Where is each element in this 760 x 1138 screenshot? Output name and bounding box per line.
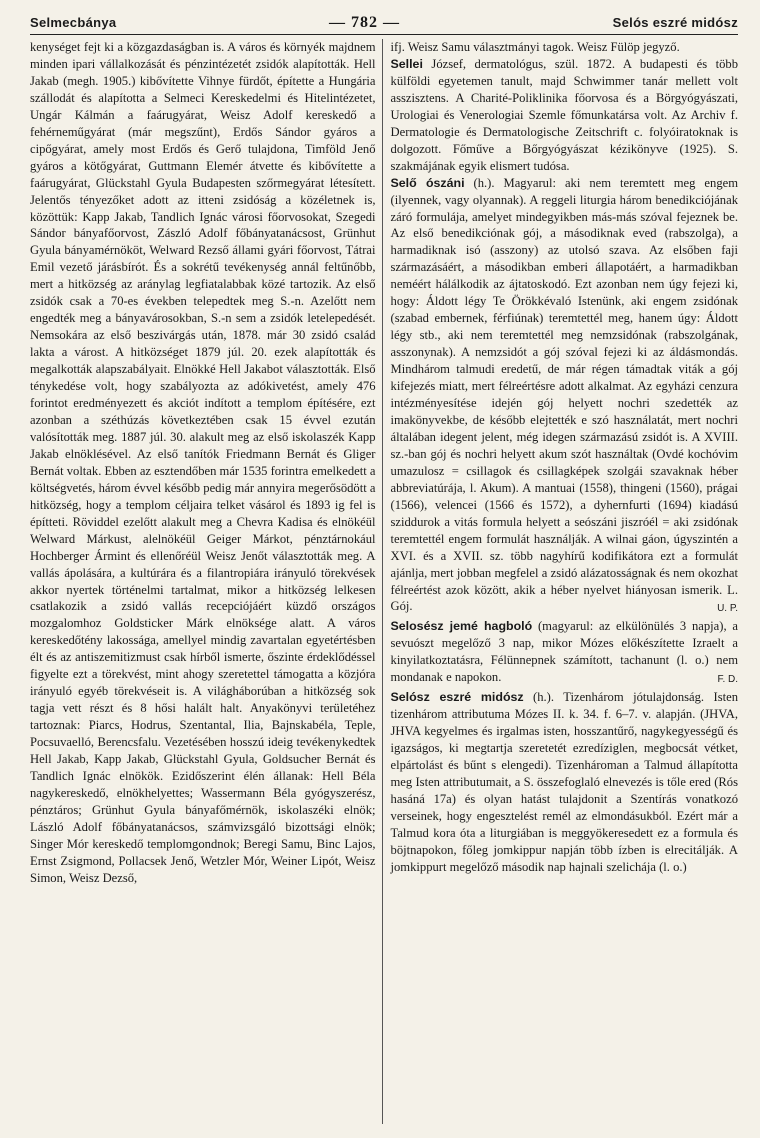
entry-headword: Sellei: [390, 56, 423, 71]
entry-selosz-eszre-midosz: [391, 689, 738, 875]
entry-body: József, dermatológus, szül. 1872. A budapesti és több külföldi egyetemen tanult, majd Schwimmer tanár mellett volt asszisztens. A Charité-Poliklinika főorvosa és a Börgyógyászati, Urologiai és Venerologiai Szemle főmunkatársa volt. Az Archiv f. Dermatologie és Dermatologische Zeitschrift c. folyóiratoknak is dolgozott. Főműve a Bőrgyógyászat kézikönyve (1925). S. szakmájának egyik elismert tudósa.: [390, 56, 738, 173]
selmecbanya-entry-continuation: kenységet fejt ki a közgazdaságban is. A város és környék majdnem minden ipari vállalkozását és pénzintézetét zsidók alapították. Hell Jakab (megh. 1905.) kibővítette Vihnye fürdőt, építette a Hungária szállodát és alapította a Selmeci Kereskedelmi és Hitelintézetet, Ungár Kálmán a faárugyárat, Weisz Adolf kereskedő a fehérneműgyárat (már megszűnt), Erdős Sándor gyáros a cipőgyárat, amely most Erdős és Gerő tulajdona, Timföld Jenő gyáros a kötőgyárat, Guttmann Elemér átvette és kibővítette a faárugyárat, Glückstahl Gyula Budapesten szőrmegyárat létesített. Jelentős tényezőket adott az itteni zsidóság a közéletnek is, közöttük: Kapp Jakab, Tandlich Ignác városi főorvosokat, Szegedi Sándor bányafőorvost, Zászló Adolf főbányatanácsost, Grünhut Gyula bányamérnököt, Welward Rezső állami gyári főorvost, Tátrai Emil vezető járásbírót. És a sokrétű tevékenység annál feltűnőbb, mert a hitközség az aránylag legfiatalabbak közé tartozik. Az első zsidók csak a 70-es években telepedtek meg S.-n. Azelőtt nem engedték meg a bányavárosokban, S.-n sem a zsidók letelepedését. Nemsokára az első beszivárgás után, 1878. már 30 zsidó család lakta a várost. A hitközséget 1879 júl. 20. ezek alapították és megalkották alapszabályait. Elnökké Hell Jakabot választották. Első ténykedése volt, hogy szabályozta az adókivetést, amely 476 forintot eredményezett és akciót indított a templom építésére, ezt azonban a széthúzás következtében csak 15 évvel ezután valósították meg. 1887 júl. 30. alakult meg az első iskolaszék Kapp Jakab elnöklésével. Az első tanítók Friedmann Bernát és Gliger Bernát voltak. Ebben az esztendőben már 1535 forintra emelkedett a költségvetés, három évvel később pedig már annyira megerősödött a hitközség, hogy a templom céljaira telket vásárol és 1893 ig fel is építteti. Röviddel ezelőtt alakult meg a Chevra Kadisa és elnökéül Welward Márkust, alelnökéül Geiger Márkot, pénztárnokául Hochberger Ármint és ellenőréül Weisz Jenőt választották meg. A vallás ápolására, a kultúrára és a filantropiára irányuló törekvések akkor nyertek történelmi tartalmat, mikor a hitközség lelkesen csatlakozik a zsidó vallás recepciójáért küzdő országos mozgalomhoz Goldsticker Márk elnöksége alatt. A város kereskedőtény lakossága, amellyel mindig zavartalan egyetértésben élt és az antiszemitizmust csak hírből ismerte, őszinte érdeklődéssel figyelte ezt a törekvést, mint ahogy szeretettel támogatta a közjóra irányuló egyéb törekvéseit is. A világháborúban a hitközség sok tagja vett részt és 8 hősi halált halt. Anyakönyvi területéhez tartoznak: Piarcs, Hodrus, Szentantal, Ilia, Bajnskabéla, Teple, Pocsuvaelló, Berencsfalu. Vezetésében hosszú ideig tevékenykedtek Hell Jakab, Kapp Jakab, Glückstahl Gyula, Goldsucher Bernát és Tandlich Ignác elnökök. Ezidőszerint élén állanak: Hell Béla nagykereskedő, elnökhelyettes; Wassermann Béla gyógyszerész, pénztáros; Grünhut Gyula bányafőmérnök, iskolaszéki elnök; László Adolf főbányatanácsos, számvizsgáló bizottsági elnök; Singer Mór kereskedő templomgondnok; Beregi Samu, Binc Lajos, Ernst Zsigmond, Pollacsek Jenő, Wetzler Mór, Weiner Lipót, Weisz Simon, Weisz Dezső,: [30, 40, 376, 885]
section-header-left: Selmecbánya: [30, 15, 117, 30]
entry-continuation-intro: ifj. Weisz Samu választmányi tagok. Weisz Fülöp jegyző.: [390, 40, 680, 54]
entry-selo-oszani: [391, 175, 738, 616]
entry-headword: Selő ószáni: [390, 175, 465, 190]
entry-sellei: [391, 56, 738, 175]
author-signature: U. P.: [717, 603, 738, 615]
entry-selosesz-jeme-hagbolo: [391, 618, 738, 686]
entry-body: (h.). Tizenhárom jótulajdonság. Isten tizenhárom attributuma Mózes II. k. 34. f. 6–7. v. alapján. (JHVA, JHVA kegyelmes és irgalmas isten, hosszantűrő, nagykegyességű és igazságos, ki megtartja szeretetét ezredíziglen, megbocsát vétket, elpártolást és bűnt s elengedi). Tizenhároman a Talmud állapította meg Isten attributumait, a S. összefoglaló elnevezés is tőle ered (Rós hasáná 17a) és olyan hatást tulajdonit a Szentírás vonatkozó verseinek, hogy engesztelést remél az elmondásukból. Ezért már a Talmud kora óta a liturgiában is meggyökeresedett ez a formula és böjtnapokon, főleg jomkippur napján több ízben is elrecitálják. A jomkippurt megelőző második nap hajnali szelichája (l. o.): [390, 690, 738, 874]
text-columns: [30, 39, 738, 1124]
entry-body: (h.). Magyarul: aki nem teremtett meg engem (ilyennek, vagy olyannak). A reggeli liturgia három benedikciójának záró formulája, amelyet mindegyikben más-más szóval fejeznek be. Az első benedikciónak gój, a másodiknak eved (rabszolga), a harmadiknak isó (asszony) az utolsó szava. Az elsőben faji származásáért, a másodikban emberi állapotáért, a harmadikban neméért hálálkodik az ájtatoskodó. Ezt azonban nem úgy fejezi ki, hogy: Áldott légy Te Örökkévaló Istenünk, aki engem zsidónak (szabad embernek, férfiúnak) teremtettél meg, hanem úgy: Áldott légy stb., aki nem teremtettél meg nemzsidónak (rabszolgának, asszonynak). A nemzsidót a gój szóval fejezi ki az áldásmondás. Mindhárom talmudi eredetű, de már régen támadtak viták a gój kifejezés miatt, mert félreértésre adott alkalmat. Az egyházi cenzura intézményesítése idején gój helyett nochri szedették az imakönyvekbe, de később elejtették e szó használatát, mert nochri általában idegent jelent, még idegen származású zsidót is. A XVIII. sz.-ban gój és nochri helyett akum szót használtak (Ovdé kochóvim umazulosz = csillagok és csillagképek szolgái szavaknak héber abbreviatúrája, l. Akum). A mantuai (1558), thingeni (1560), prágai (1566), velencei (1566 és 1572), a dyhernfurti (1694) kiadású sziddurok a vitás formula helyett a seószáni jiszróél = aki zsidónak teremtettél engem formulát használják. A wilnai gáon, úgyszintén a XVI. és a XVII. sz. több nagyhírű kodifikátora ezt a formulát ajánlja, mert jobban megfelel a zsidó alázatosságnak és nem okozhat félreértést azok között, akik a héber nyelvet hiányosan ismerik. L. Gój.: [390, 175, 738, 614]
page-number: — 782 —: [329, 14, 401, 31]
left-column: [30, 39, 383, 1124]
entry-headword: Selosész jemé hagboló: [390, 619, 533, 634]
running-head: [30, 14, 738, 35]
right-column: [383, 39, 738, 1124]
entry-body: (magyarul: az elkülönülés 3 napja), a sevuószt megelőző 3 nap, mikor Mózes előkészítette Izraelt a kinyilatkoztatásra, Félünnepnek számított, tachanunt (l. o.) nem mondanak e napokon.: [390, 619, 738, 685]
entry-headword: Selósz eszré midósz: [390, 690, 524, 705]
section-header-right: Selós eszré midósz: [612, 15, 738, 30]
author-signature: F. D.: [717, 674, 738, 686]
